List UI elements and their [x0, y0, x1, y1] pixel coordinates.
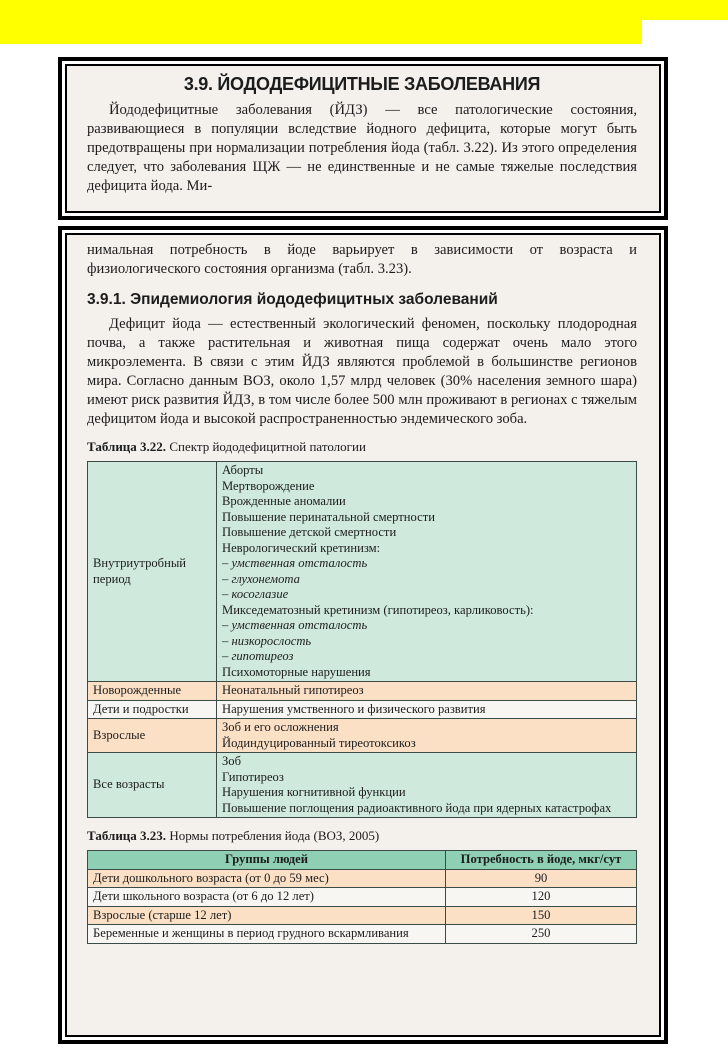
table-row: [88, 462, 637, 682]
table-cell-conditions: [217, 753, 637, 818]
table-row: [88, 888, 637, 907]
yellow-highlight-notch: [642, 0, 728, 20]
table-row: [88, 906, 637, 925]
page-content-panel: [65, 233, 661, 1037]
table-3-23: [87, 850, 637, 944]
condition-item: – глухонемота: [222, 571, 300, 586]
table-cell-group: Беременные и женщины в период грудного вскармливания: [88, 925, 446, 944]
condition-item: Повышение поглощения радиоактивного йода при ядерных катастрофах: [222, 800, 612, 815]
table-row: [88, 682, 637, 701]
table-cell-group: Дети школьного возраста (от 6 до 12 лет): [88, 888, 446, 907]
condition-item: – низкорослость: [222, 633, 312, 648]
page-content-frame: [58, 226, 668, 1044]
table-cell-need: 90: [446, 869, 637, 888]
table-3-22: [87, 461, 637, 818]
epidemiology-paragraph: Дефицит йода — естественный экологический феномен, поскольку плодородная почва, а также растительная и животная пища содержат очень мало этого микроэлемента. В связи с этим ЙДЗ являются проблемой в большинстве регионов мира. Согласно данным ВОЗ, около 1,57 млрд человек (30% населения земного шара) имеют риск развития ЙДЗ, в том числе более 500 млн проживают в регионах с тяжелым дефицитом йода и высокой распространенностью эндемического зоба.: [87, 316, 637, 427]
table-3-22-caption: [87, 439, 637, 455]
condition-item: Повышение перинатальной смертности: [222, 509, 435, 524]
section-intro-frame: [58, 57, 668, 220]
section-intro-paragraph: Йододефицитные заболевания (ЙДЗ) — все патологические состояния, развивающиеся в популяции вследствие йодного дефицита, которые могут быть предотвращены при нормализации потребления йода (табл. 3.22). Из этого определения следует, что заболевания ЩЖ — не единственные и не самые тяжелые последствия дефицита йода. Ми-: [87, 102, 637, 194]
condition-item: Аборты: [222, 463, 264, 477]
table-row: [88, 925, 637, 944]
table-cell-conditions: [217, 682, 637, 701]
continuation-paragraph: нимальная потребность в йоде варьирует в зависимости от возраста и физиологического состояния организма (табл. 3.23).: [87, 242, 637, 277]
table-row: [88, 869, 637, 888]
table-3-22-label: Таблица 3.22.: [87, 439, 167, 454]
condition-item: Йодиндуцированный тиреотоксикоз: [222, 735, 416, 750]
yellow-highlight-bar: [0, 0, 642, 44]
table-cell-need: 250: [446, 925, 637, 944]
table-cell-conditions: [217, 719, 637, 753]
condition-item: Повышение детской смертности: [222, 525, 397, 539]
table-cell-conditions: [217, 462, 637, 682]
table-3-23-label: Таблица 3.23.: [87, 828, 167, 843]
table-cell-category: Все возрасты: [88, 753, 217, 818]
condition-item: Нарушения когнитивной функции: [222, 785, 406, 799]
condition-item: Врожденные аномалии: [222, 494, 346, 508]
condition-item: – умственная отсталость: [222, 618, 368, 632]
table-cell-category: Взрослые: [88, 719, 217, 753]
table-3-23-header-row: [88, 851, 637, 870]
condition-item: Психомоторные нарушения: [222, 664, 371, 679]
table-cell-conditions: [217, 700, 637, 719]
condition-item: – умственная отсталость: [222, 556, 368, 570]
condition-item: Зоб и его осложнения: [222, 720, 339, 734]
table-3-23-title: Нормы потребления йода (ВОЗ, 2005): [169, 828, 380, 843]
table-3-23-caption: [87, 828, 637, 844]
page-content: [87, 241, 637, 944]
condition-item: Микседематозный кретинизм (гипотиреоз, карликовость):: [222, 602, 534, 617]
section-intro-panel: [65, 64, 661, 213]
table-row: [88, 719, 637, 753]
table-cell-need: 120: [446, 888, 637, 907]
table-cell-need: 150: [446, 906, 637, 925]
section-title: 3.9. ЙОДОДЕФИЦИТНЫЕ ЗАБОЛЕВАНИЯ: [183, 74, 541, 94]
condition-item: – косоглазие: [222, 587, 289, 601]
condition-item: Неонатальный гипотиреоз: [222, 683, 364, 697]
table-cell-category: Внутриутробный период: [88, 462, 217, 682]
table-cell-group: Взрослые (старше 12 лет): [88, 906, 446, 925]
section-intro-content: [87, 74, 637, 196]
table-cell-group: Дети дошкольного возраста (от 0 до 59 мес): [88, 869, 446, 888]
condition-item: Неврологический кретинизм:: [222, 540, 381, 555]
column-header-need: Потребность в йоде, мкг/сут: [446, 851, 637, 870]
table-3-22-body: [88, 462, 637, 818]
condition-item: – гипотиреоз: [222, 649, 294, 663]
condition-item: Гипотиреоз: [222, 769, 284, 784]
subsection-heading: 3.9.1. Эпидемиология йододефицитных заболеваний: [87, 291, 498, 308]
table-cell-category: Дети и подростки: [88, 700, 217, 719]
table-cell-category: Новорожденные: [88, 682, 217, 701]
table-3-22-title: Спектр йододефицитной патологии: [169, 439, 366, 454]
condition-item: Зоб: [222, 754, 242, 768]
column-header-groups: Группы людей: [88, 851, 446, 870]
table-row: [88, 753, 637, 818]
table-row: [88, 700, 637, 719]
condition-item: Нарушения умственного и физического развития: [222, 701, 486, 716]
table-3-23-body: [88, 869, 637, 943]
condition-item: Мертворождение: [222, 478, 315, 493]
